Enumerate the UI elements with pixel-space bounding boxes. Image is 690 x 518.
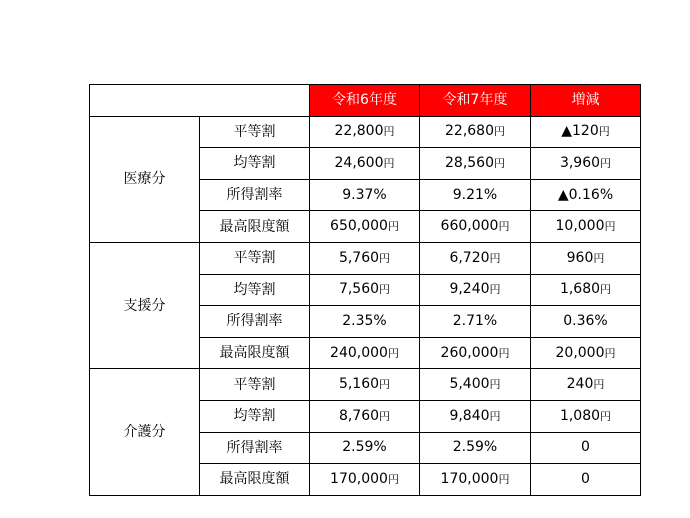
- value-r6: 24,600: [334, 154, 384, 171]
- value-r6: 7,560: [338, 281, 380, 298]
- yen-unit: 円: [498, 472, 510, 486]
- value-r6: 170,000: [330, 470, 388, 487]
- yen-unit: 円: [600, 409, 612, 423]
- value-r6-cell: [310, 306, 420, 338]
- item-label: 所得割率: [200, 306, 310, 338]
- value-r6-cell: [310, 432, 420, 464]
- value-diff-cell: [531, 464, 641, 496]
- yen-unit: 円: [379, 409, 391, 423]
- table-body: [90, 116, 641, 495]
- yen-unit: 円: [593, 378, 605, 392]
- value-r6-cell: [310, 148, 420, 180]
- value-diff-cell: [531, 400, 641, 432]
- value-r7-cell: [420, 432, 531, 464]
- value-r7-cell: [420, 242, 531, 274]
- yen-unit: 円: [604, 346, 616, 360]
- value-diff-cell: [531, 337, 641, 369]
- value-r7: 2.59%: [452, 439, 498, 456]
- value-diff-cell: [531, 306, 641, 338]
- value-diff-cell: [531, 242, 641, 274]
- item-label: 最高限度額: [200, 464, 310, 496]
- header-diff: 増減: [531, 85, 641, 117]
- value-r6: 2.59%: [342, 439, 387, 456]
- item-label: 所得割率: [200, 432, 310, 464]
- value-r6: 5,160: [338, 376, 380, 393]
- yen-unit: 円: [494, 156, 505, 170]
- item-label: 平等割: [200, 116, 310, 148]
- value-diff-cell: [531, 369, 641, 401]
- value-r6: 9.37%: [342, 186, 387, 203]
- value-r6-cell: [310, 369, 420, 401]
- value-diff: 1,680: [559, 281, 601, 298]
- value-r7-cell: [420, 179, 531, 211]
- header-blank-cell: [90, 85, 310, 117]
- yen-unit: 円: [494, 125, 505, 139]
- value-r7-cell: [420, 211, 531, 243]
- value-diff: 0: [581, 470, 590, 487]
- value-r6: 2.35%: [342, 312, 387, 329]
- yen-unit: 円: [379, 378, 391, 392]
- value-r7: 2.71%: [452, 312, 498, 329]
- value-r6: 22,800: [334, 123, 384, 140]
- value-r7-cell: [420, 274, 531, 306]
- yen-unit: 円: [383, 156, 395, 170]
- header-r6: 令和6年度: [310, 85, 420, 117]
- value-diff: 20,000: [555, 344, 605, 361]
- value-diff: 240: [566, 376, 594, 393]
- item-label: 均等割: [200, 274, 310, 306]
- value-r6: 240,000: [330, 344, 388, 361]
- value-r6-cell: [310, 179, 420, 211]
- header-r7: 令和7年度: [420, 85, 531, 117]
- item-label: 最高限度額: [200, 337, 310, 369]
- value-r7-cell: [420, 400, 531, 432]
- yen-unit: 円: [604, 220, 616, 234]
- yen-unit: 円: [379, 251, 391, 265]
- yen-unit: 円: [489, 251, 501, 265]
- value-r7-cell: [420, 116, 531, 148]
- value-r6-cell: [310, 274, 420, 306]
- value-diff: 960: [566, 249, 594, 266]
- yen-unit: 円: [379, 283, 391, 297]
- value-r7: 9,840: [449, 407, 490, 424]
- value-diff: 10,000: [555, 218, 605, 235]
- yen-unit: 円: [489, 283, 501, 297]
- yen-unit: 円: [387, 220, 399, 234]
- item-label: 平等割: [200, 242, 310, 274]
- yen-unit: 円: [593, 251, 605, 265]
- item-label: 最高限度額: [200, 211, 310, 243]
- value-r6: 5,760: [338, 249, 380, 266]
- value-r7: 170,000: [440, 470, 499, 487]
- value-r7: 660,000: [440, 218, 499, 235]
- value-diff: ▲120: [561, 123, 599, 140]
- value-r7-cell: [420, 464, 531, 496]
- group-label: 介護分: [90, 369, 200, 495]
- value-r7: 28,560: [445, 154, 494, 171]
- group-label: 医療分: [90, 116, 200, 242]
- value-r6-cell: [310, 337, 420, 369]
- value-r7-cell: [420, 337, 531, 369]
- yen-unit: 円: [489, 409, 501, 423]
- table-row: [90, 116, 641, 148]
- yen-unit: 円: [498, 220, 510, 234]
- value-r7-cell: [420, 369, 531, 401]
- value-diff: 0.36%: [563, 312, 608, 329]
- yen-unit: 円: [600, 156, 612, 170]
- value-r7: 6,720: [449, 249, 490, 266]
- yen-unit: 円: [598, 125, 610, 139]
- value-diff: ▲0.16%: [557, 186, 614, 203]
- value-diff-cell: [531, 211, 641, 243]
- value-r6-cell: [310, 464, 420, 496]
- value-r7-cell: [420, 148, 531, 180]
- value-r7: 5,400: [449, 376, 490, 393]
- value-r6-cell: [310, 242, 420, 274]
- value-diff-cell: [531, 274, 641, 306]
- tax-rate-table: [89, 84, 641, 496]
- value-r6: 650,000: [330, 218, 388, 235]
- yen-unit: 円: [387, 472, 399, 486]
- value-r6-cell: [310, 211, 420, 243]
- value-r7: 260,000: [440, 344, 499, 361]
- yen-unit: 円: [600, 283, 612, 297]
- value-r7: 9.21%: [452, 186, 498, 203]
- header-row: [90, 85, 641, 117]
- value-diff: 1,080: [559, 407, 601, 424]
- item-label: 均等割: [200, 148, 310, 180]
- value-r7-cell: [420, 306, 531, 338]
- yen-unit: 円: [383, 125, 395, 139]
- value-r6: 8,760: [338, 407, 380, 424]
- table-row: [90, 242, 641, 274]
- value-r6-cell: [310, 116, 420, 148]
- yen-unit: 円: [498, 346, 510, 360]
- item-label: 平等割: [200, 369, 310, 401]
- value-diff-cell: [531, 432, 641, 464]
- value-diff-cell: [531, 116, 641, 148]
- item-label: 均等割: [200, 400, 310, 432]
- value-diff-cell: [531, 148, 641, 180]
- yen-unit: 円: [387, 346, 399, 360]
- yen-unit: 円: [489, 378, 501, 392]
- table-row: [90, 369, 641, 401]
- item-label: 所得割率: [200, 179, 310, 211]
- value-diff-cell: [531, 179, 641, 211]
- value-diff: 0: [581, 439, 590, 456]
- value-r7: 9,240: [449, 281, 490, 298]
- value-r7: 22,680: [445, 123, 494, 140]
- value-diff: 3,960: [559, 154, 601, 171]
- group-label: 支援分: [90, 242, 200, 368]
- value-r6-cell: [310, 400, 420, 432]
